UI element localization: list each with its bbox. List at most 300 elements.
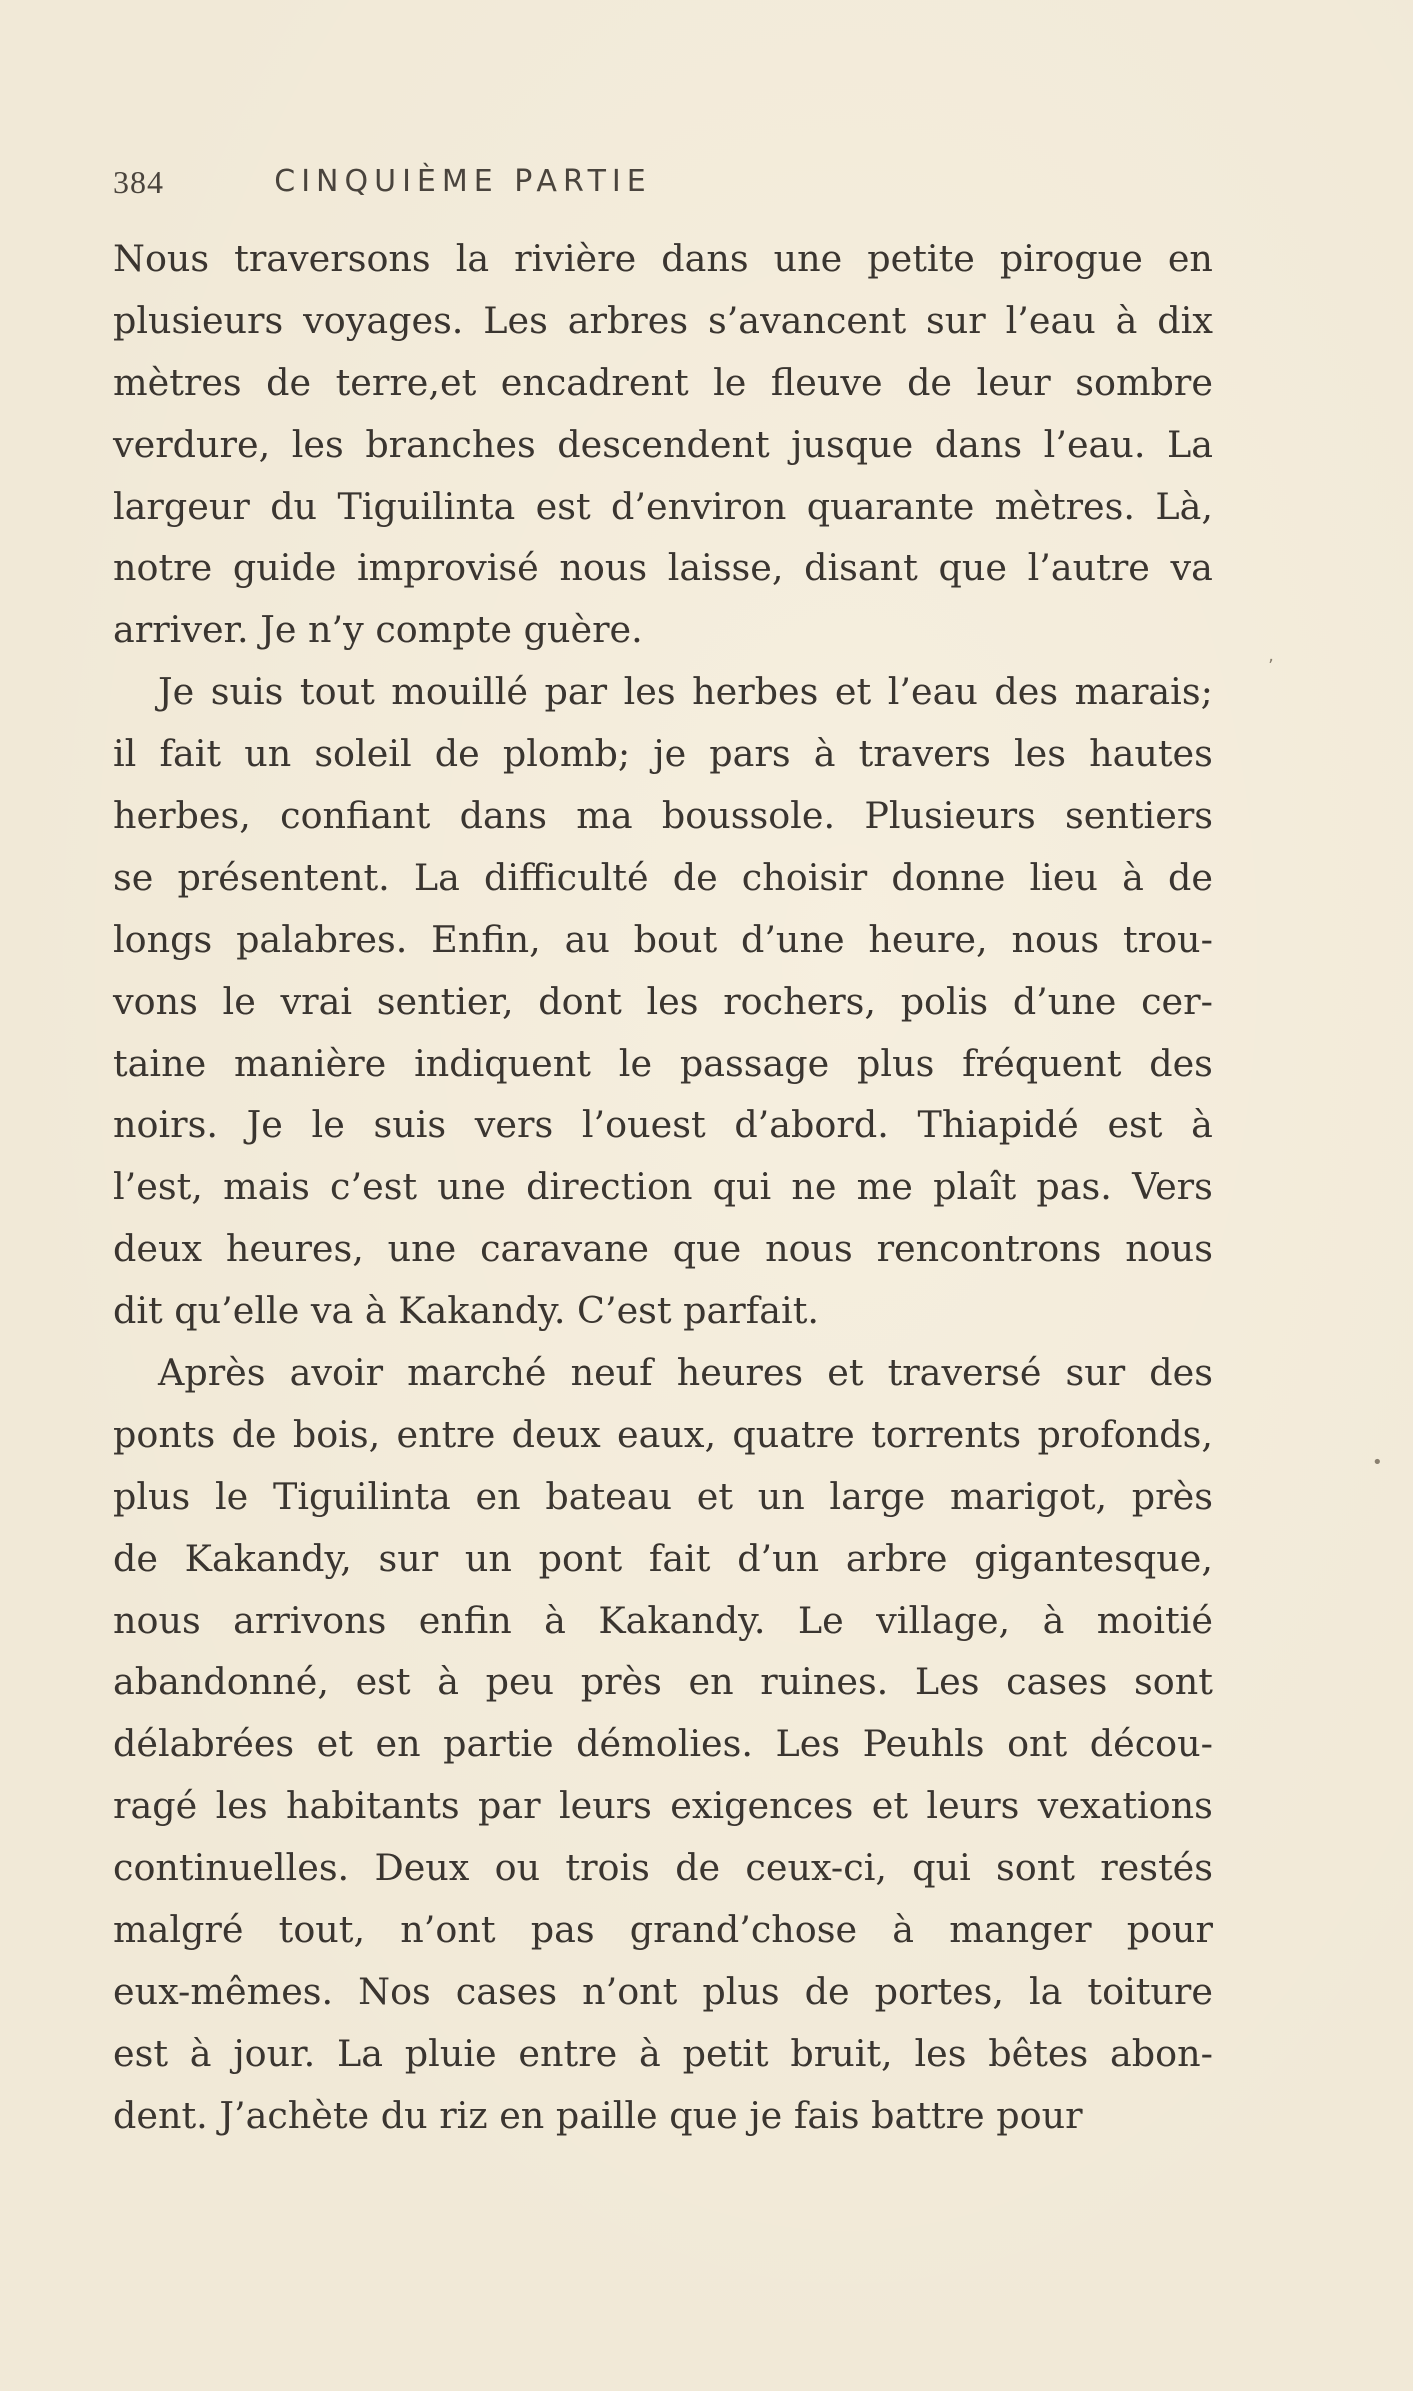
word: mètres. <box>994 484 1135 528</box>
word: pas. <box>1036 1165 1112 1209</box>
word: trou- <box>1122 917 1213 961</box>
word: plomb; <box>502 732 631 776</box>
word: rencontrons <box>876 1227 1102 1271</box>
word: sont <box>1134 1660 1213 1704</box>
word: en <box>688 1660 734 1704</box>
word: Kakandy, <box>184 1536 352 1580</box>
word: quatre <box>732 1412 855 1456</box>
text-line-content <box>113 1094 1213 1156</box>
word: profonds, <box>1037 1412 1213 1456</box>
text-line-content <box>113 2023 1213 2085</box>
word: fréquent <box>962 1041 1122 1085</box>
word: arbre <box>845 1536 948 1580</box>
word: plus <box>113 1474 191 1518</box>
word: plus <box>857 1041 935 1085</box>
word: tout <box>299 670 375 714</box>
word: noirs. <box>113 1103 218 1147</box>
text-line <box>113 1218 1213 1280</box>
word: à <box>544 1598 566 1642</box>
word: enfin <box>418 1598 512 1642</box>
word: des <box>1149 1351 1213 1395</box>
word: mais <box>223 1165 310 1209</box>
text-line-content <box>158 1342 1213 1404</box>
word: le <box>214 1474 249 1518</box>
word: sombre <box>1075 360 1213 404</box>
word: une <box>437 1165 506 1209</box>
word: guide <box>232 546 337 590</box>
word: un <box>464 1536 512 1580</box>
word: choisir <box>741 855 868 899</box>
text-line-content <box>113 228 1213 290</box>
text-line-content: arriver. Je n’y compte guère. <box>113 608 643 652</box>
word: les <box>215 1784 268 1828</box>
word: marché <box>407 1351 547 1395</box>
text-line-content <box>113 1590 1213 1652</box>
word: continuelles. <box>113 1846 350 1890</box>
word: descendent <box>557 422 770 466</box>
word: en <box>475 1474 521 1518</box>
text-line-content <box>113 1528 1213 1590</box>
word: herbes <box>692 670 819 714</box>
text-line-content <box>113 1899 1213 1961</box>
word: heure, <box>868 917 988 961</box>
text-line-content <box>113 1651 1213 1713</box>
text-line <box>113 228 1213 290</box>
word: il <box>113 732 137 776</box>
text-line <box>113 909 1213 971</box>
word: boussole. <box>661 794 836 838</box>
text-line-content <box>113 1466 1213 1528</box>
word: Le <box>797 1598 844 1642</box>
word: ragé <box>113 1784 198 1828</box>
margin-speck: • <box>1372 1452 1383 1473</box>
word: encadrent <box>500 360 689 404</box>
word: ont <box>1007 1722 1068 1766</box>
word: Les <box>483 298 548 342</box>
word: passage <box>679 1041 830 1085</box>
text-line-content <box>113 1033 1213 1095</box>
text-line <box>113 1775 1213 1837</box>
word: au <box>564 917 610 961</box>
text-line <box>113 1961 1213 2023</box>
word: ma <box>576 794 633 838</box>
word: pirogue <box>999 237 1143 280</box>
word: Les <box>775 1722 841 1766</box>
word: suis <box>373 1103 447 1147</box>
text-line <box>113 1466 1213 1528</box>
word: n’ont <box>400 1908 496 1952</box>
text-line-content <box>113 785 1213 847</box>
word: Après <box>158 1351 266 1395</box>
word: polis <box>900 979 989 1023</box>
word: terre,et <box>335 360 477 404</box>
word: La <box>1166 422 1213 466</box>
word: ponts <box>113 1412 216 1456</box>
word: bois, <box>292 1412 381 1456</box>
word: manière <box>234 1041 387 1085</box>
word: arrivons <box>233 1598 387 1642</box>
word: confiant <box>280 794 431 838</box>
text-line <box>113 847 1213 909</box>
word: de <box>113 1536 158 1580</box>
word: village, <box>876 1598 1011 1642</box>
word: présentent. <box>177 855 390 899</box>
word: marais; <box>1074 670 1213 714</box>
text-line <box>113 1156 1213 1218</box>
word: branches <box>365 422 536 466</box>
word: de <box>266 360 312 404</box>
word: dans <box>934 422 1023 466</box>
word: partie <box>443 1722 554 1766</box>
word: près <box>1131 1474 1213 1518</box>
text-line-content: dit qu’elle va à Kakandy. C’est parfait. <box>113 1289 819 1333</box>
word: Kakandy. <box>598 1598 766 1642</box>
word: La <box>413 855 460 899</box>
word: une <box>387 1227 457 1271</box>
word: l’autre <box>1027 546 1150 590</box>
word: abandonné, <box>113 1660 329 1704</box>
text-line-content <box>113 1404 1213 1466</box>
word: c’est <box>330 1165 418 1209</box>
word: décou- <box>1089 1722 1213 1766</box>
word: à <box>189 2031 212 2075</box>
word: arbres <box>567 298 689 342</box>
word: et <box>827 1351 864 1395</box>
word: La <box>337 2031 383 2075</box>
word: un <box>757 1474 805 1518</box>
word: cer- <box>1141 979 1213 1023</box>
text-line-content: dent. J’achète du riz en paille que je fais battre pour <box>113 2093 1083 2137</box>
word: Enfin, <box>431 917 541 961</box>
text-line <box>113 2085 1213 2147</box>
word: à <box>1122 855 1144 899</box>
word: Là, <box>1155 484 1213 528</box>
word: ne <box>791 1165 837 1209</box>
word: plaît <box>933 1165 1017 1209</box>
text-line <box>113 1899 1213 1961</box>
word: jour. <box>233 2031 316 2075</box>
word: pars <box>709 732 791 776</box>
text-line-content <box>113 1156 1213 1218</box>
text-line <box>113 1033 1213 1095</box>
text-line-content <box>113 723 1213 785</box>
word: marigot, <box>949 1474 1108 1518</box>
word: à <box>892 1908 915 1952</box>
word: lieu <box>1029 855 1098 899</box>
word: que <box>672 1227 742 1271</box>
word: Tiguilinta <box>337 484 516 528</box>
word: nous <box>1125 1227 1213 1271</box>
word: vons <box>113 979 198 1023</box>
word: restés <box>1100 1846 1213 1890</box>
word: quarante <box>806 484 975 528</box>
margin-speck: ʼ <box>1268 656 1274 677</box>
word: des <box>1149 1041 1213 1085</box>
word: l’est, <box>113 1165 203 1209</box>
word: et <box>834 670 872 714</box>
word: le <box>222 979 256 1023</box>
word: portes, <box>874 1969 1004 2013</box>
word: caravane <box>480 1227 649 1271</box>
word: mouillé <box>391 670 528 714</box>
word: eux-mêmes. <box>113 1969 334 2013</box>
word: sur <box>378 1536 439 1580</box>
text-line-content <box>113 909 1213 971</box>
word: petite <box>867 237 975 280</box>
word: ceux-ci, <box>745 1846 887 1890</box>
word: jusque <box>791 422 914 466</box>
word: et <box>316 1722 353 1766</box>
word: largeur <box>113 484 250 528</box>
text-line-content <box>113 476 1213 538</box>
word: les <box>914 2031 967 2075</box>
word: dans <box>661 237 749 280</box>
word: Deux <box>374 1846 470 1890</box>
word: n’ont <box>582 1969 678 2013</box>
word: en <box>1167 237 1213 280</box>
word: leurs <box>926 1784 1020 1828</box>
word: les <box>646 979 699 1023</box>
word: de <box>231 1412 277 1456</box>
word: par <box>544 670 608 714</box>
word: le <box>311 1103 345 1147</box>
word: deux <box>511 1412 601 1456</box>
word: des <box>994 670 1059 714</box>
word: sentiers <box>1065 794 1213 838</box>
word: torrents <box>871 1412 1022 1456</box>
word: heures <box>676 1351 804 1395</box>
word: donne <box>891 855 1006 899</box>
word: pont <box>538 1536 623 1580</box>
word: Nos <box>358 1969 431 2013</box>
word: rivière <box>514 237 637 280</box>
word: sont <box>996 1846 1075 1890</box>
word: d’une <box>1012 979 1117 1023</box>
text-line <box>113 661 1213 723</box>
word: et <box>871 1784 909 1828</box>
word: par <box>477 1784 541 1828</box>
word: les <box>291 422 344 466</box>
word: de <box>1167 855 1213 899</box>
text-line <box>113 537 1213 599</box>
word: bruit, <box>790 2031 893 2075</box>
word: dans <box>459 794 547 838</box>
word: rochers, <box>723 979 876 1023</box>
text-line <box>113 414 1213 476</box>
word: qui <box>712 1165 772 1209</box>
word: démolies. <box>576 1722 753 1766</box>
word: heures, <box>225 1227 364 1271</box>
text-line-content <box>158 661 1213 723</box>
text-line <box>113 1280 1213 1342</box>
word: bout <box>633 917 718 961</box>
text-line-content <box>113 1218 1213 1280</box>
word: eaux, <box>617 1412 717 1456</box>
text-line-content <box>113 971 1213 1033</box>
word: abon- <box>1110 2031 1213 2075</box>
word: d’abord. <box>734 1103 889 1147</box>
word: dix <box>1157 298 1213 342</box>
word: la <box>455 237 490 280</box>
text-line-content <box>113 1775 1213 1837</box>
word: de <box>672 855 718 899</box>
word: vrai <box>280 979 353 1023</box>
word: délabrées <box>113 1722 295 1766</box>
word: à <box>1191 1103 1213 1147</box>
word: s’avancent <box>707 298 907 342</box>
word: Thiapidé <box>917 1103 1079 1147</box>
word: tout, <box>278 1908 366 1952</box>
word: de <box>434 732 480 776</box>
word: Les <box>914 1660 980 1704</box>
word: vers <box>474 1103 554 1147</box>
body-text <box>113 228 1213 2147</box>
text-line <box>113 785 1213 847</box>
word: et <box>696 1474 733 1518</box>
word: Plusieurs <box>864 794 1036 838</box>
word: moitié <box>1096 1598 1213 1642</box>
word: cases <box>1006 1660 1108 1704</box>
word: entre <box>396 1412 496 1456</box>
word: grand’chose <box>629 1908 858 1952</box>
word: plusieurs <box>113 298 284 342</box>
word: pour <box>1126 1908 1213 1952</box>
word: soleil <box>314 732 412 776</box>
word: Nous <box>113 237 210 280</box>
word: est <box>1107 1103 1163 1147</box>
word: me <box>856 1165 913 1209</box>
word: deux <box>113 1227 203 1271</box>
word: d’environ <box>611 484 787 528</box>
word: une <box>773 237 843 280</box>
running-head <box>113 164 853 214</box>
word: nous <box>113 1598 201 1642</box>
word: cases <box>455 1969 558 2013</box>
text-line <box>113 723 1213 785</box>
word: sur <box>926 298 986 342</box>
word: va <box>1170 546 1213 590</box>
word: petit <box>682 2031 769 2075</box>
word: d’un <box>737 1536 820 1580</box>
text-line-content <box>113 290 1213 352</box>
word: de <box>804 1969 850 2013</box>
word: le <box>618 1041 653 1085</box>
word: direction <box>526 1165 693 1209</box>
word: l’eau <box>887 670 978 714</box>
text-line <box>113 476 1213 538</box>
word: que <box>938 546 1007 590</box>
word: fait <box>648 1536 711 1580</box>
word: leurs <box>558 1784 652 1828</box>
word: fait <box>159 732 222 776</box>
word: à <box>437 1660 459 1704</box>
word: la <box>1028 1969 1063 2013</box>
word: ruines. <box>760 1660 889 1704</box>
word: l’ouest <box>581 1103 706 1147</box>
word: pluie <box>404 2031 497 2075</box>
word: Je <box>158 670 195 714</box>
word: les <box>623 670 676 714</box>
text-line-content <box>113 1713 1213 1775</box>
word: le <box>713 360 747 404</box>
text-line <box>113 1837 1213 1899</box>
word: traversons <box>234 237 431 280</box>
text-line-content <box>113 847 1213 909</box>
word: toiture <box>1087 1969 1213 2013</box>
text-line <box>113 352 1213 414</box>
word: bêtes <box>988 2031 1089 2075</box>
word: indiquent <box>414 1041 591 1085</box>
word: trois <box>565 1846 650 1890</box>
text-line <box>113 290 1213 352</box>
word: notre <box>113 546 213 590</box>
word: entre <box>518 2031 618 2075</box>
word: Tiguilinta <box>272 1474 451 1518</box>
word: un <box>244 732 292 776</box>
text-line <box>113 1342 1213 1404</box>
word: d’une <box>740 917 845 961</box>
word: herbes, <box>113 794 251 838</box>
word: Vers <box>1132 1165 1213 1209</box>
word: verdure, <box>113 422 271 466</box>
word: du <box>270 484 318 528</box>
word: palabres. <box>236 917 408 961</box>
text-line-content <box>113 352 1213 414</box>
word: laisse, <box>667 546 784 590</box>
text-line <box>113 599 1213 661</box>
word: gigantesque, <box>974 1536 1213 1580</box>
text-line <box>113 1528 1213 1590</box>
word: les <box>1013 732 1066 776</box>
word: à <box>813 732 836 776</box>
text-line <box>113 971 1213 1033</box>
text-line-content <box>113 414 1213 476</box>
word: mètres <box>113 360 242 404</box>
word: est <box>355 1660 411 1704</box>
word: habitants <box>285 1784 460 1828</box>
word: je <box>653 732 687 776</box>
word: hautes <box>1089 732 1213 776</box>
word: l’eau <box>1005 298 1096 342</box>
word: pas <box>530 1908 595 1952</box>
word: près <box>580 1660 662 1704</box>
word: Je <box>246 1103 283 1147</box>
word: ou <box>494 1846 541 1890</box>
word: plus <box>702 1969 780 2013</box>
word: de <box>907 360 953 404</box>
word: neuf <box>570 1351 653 1395</box>
word: nous <box>1011 917 1100 961</box>
word: suis <box>210 670 284 714</box>
word: large <box>829 1474 926 1518</box>
word: vexations <box>1037 1784 1213 1828</box>
word: sentier, <box>376 979 514 1023</box>
word: est <box>113 2031 168 2075</box>
word: longs <box>113 917 213 961</box>
word: voyages. <box>303 298 464 342</box>
word: travers <box>858 732 991 776</box>
text-line <box>113 2023 1213 2085</box>
word: difficulté <box>484 855 649 899</box>
word: à <box>639 2031 661 2075</box>
page-number: 384 <box>113 164 164 200</box>
word: avoir <box>289 1351 384 1395</box>
word: en <box>375 1722 421 1766</box>
word: bateau <box>545 1474 673 1518</box>
word: nous <box>559 546 648 590</box>
word: exigences <box>670 1784 854 1828</box>
word: qui <box>912 1846 971 1890</box>
